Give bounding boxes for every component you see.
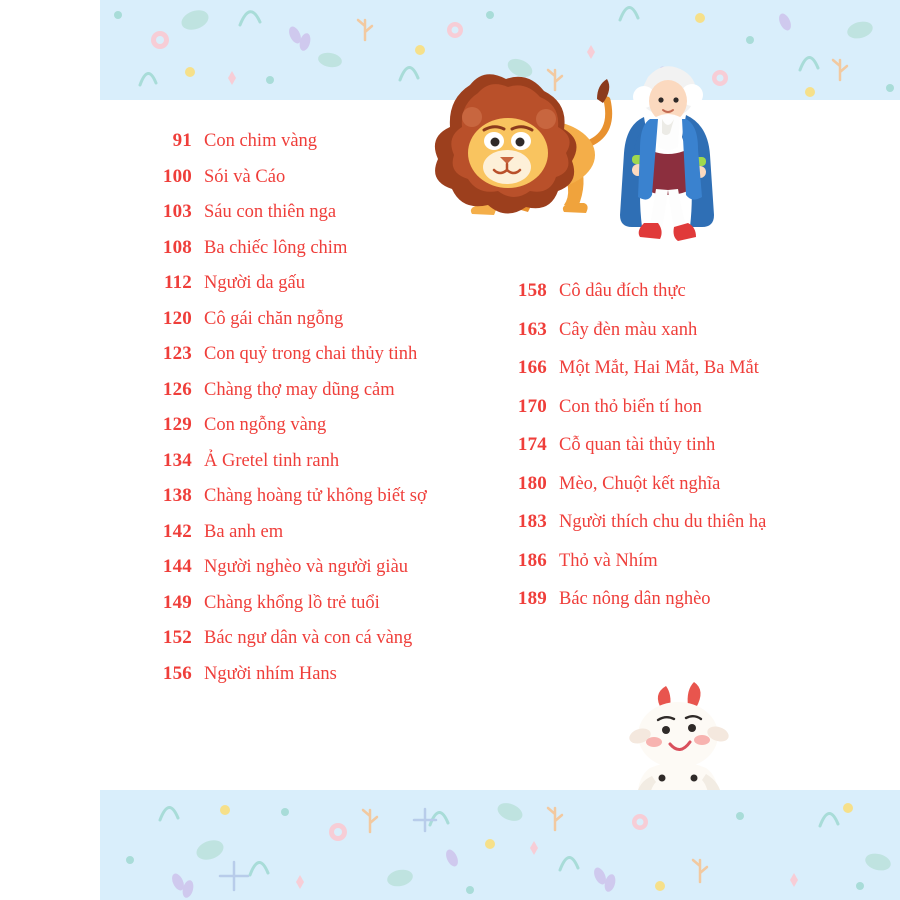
toc-title: Bác ngư dân và con cá vàng bbox=[204, 628, 413, 648]
toc-page-number: 138 bbox=[162, 485, 192, 506]
toc-page-number: 152 bbox=[162, 627, 192, 648]
toc-title: Con chim vàng bbox=[204, 131, 318, 151]
toc-title: Cây đèn màu xanh bbox=[559, 319, 698, 340]
toc-page-number: 126 bbox=[162, 378, 192, 400]
toc-page-number: 149 bbox=[162, 591, 192, 613]
toc-page-number: 129 bbox=[162, 414, 192, 435]
toc-entry[interactable] bbox=[505, 473, 835, 495]
toc-title: Bác nông dân nghèo bbox=[559, 589, 711, 609]
toc-page-number: 174 bbox=[517, 434, 547, 455]
toc-page-number: 183 bbox=[517, 511, 547, 532]
toc-entry[interactable] bbox=[505, 357, 835, 379]
toc-entry[interactable] bbox=[150, 379, 480, 401]
toc-right-column bbox=[505, 280, 835, 627]
toc-entry[interactable] bbox=[150, 592, 480, 614]
toc-page-number: 142 bbox=[162, 520, 192, 542]
toc-entry[interactable] bbox=[505, 511, 835, 533]
toc-page-number: 123 bbox=[162, 343, 192, 364]
toc-title: Sói và Cáo bbox=[204, 166, 286, 187]
toc-title: Con thỏ biển tí hon bbox=[559, 396, 702, 417]
toc-entry[interactable] bbox=[150, 485, 480, 507]
toc-entry[interactable] bbox=[150, 272, 480, 294]
toc-title: Cô gái chăn ngỗng bbox=[204, 308, 344, 329]
toc-page-number: 134 bbox=[162, 449, 192, 471]
toc-entry[interactable] bbox=[150, 663, 480, 685]
toc-title: Ba anh em bbox=[204, 521, 284, 542]
toc-page-number: 100 bbox=[162, 165, 192, 187]
bottom-decorative-band bbox=[100, 790, 900, 900]
toc-title: Người nhím Hans bbox=[204, 663, 337, 684]
toc-title: Người da gấu bbox=[204, 273, 305, 293]
toc-page-number: 189 bbox=[517, 588, 547, 609]
toc-entry[interactable] bbox=[505, 550, 835, 572]
toc-page-number: 103 bbox=[162, 201, 192, 222]
toc-title: Người thích chu du thiên hạ bbox=[559, 512, 767, 532]
toc-title: Cỗ quan tài thủy tinh bbox=[559, 435, 716, 455]
toc-page-number: 166 bbox=[517, 357, 547, 378]
toc-page-number: 186 bbox=[517, 549, 547, 571]
toc-title: Một Mắt, Hai Mắt, Ba Mắt bbox=[559, 358, 759, 378]
toc-entry[interactable] bbox=[150, 237, 480, 259]
toc-entry[interactable] bbox=[150, 201, 480, 223]
toc-entry[interactable] bbox=[150, 414, 480, 436]
toc-page-number: 91 bbox=[172, 130, 192, 151]
toc-title: Ả Gretel tinh ranh bbox=[204, 450, 340, 471]
toc-title: Sáu con thiên nga bbox=[204, 202, 337, 222]
toc-title: Chàng thợ may dũng cảm bbox=[204, 379, 395, 400]
toc-title: Thỏ và Nhím bbox=[559, 550, 658, 571]
toc-page-number: 180 bbox=[517, 472, 547, 494]
toc-left-column bbox=[150, 130, 480, 698]
toc-entry[interactable] bbox=[150, 308, 480, 330]
toc-title: Cô dâu đích thực bbox=[559, 281, 686, 301]
toc-title: Con quỷ trong chai thủy tinh bbox=[204, 344, 418, 364]
toc-entry[interactable] bbox=[505, 319, 835, 341]
toc-page-number: 120 bbox=[162, 307, 192, 329]
toc-entry[interactable] bbox=[505, 588, 835, 610]
toc-entry[interactable] bbox=[150, 130, 480, 152]
toc-title: Con ngỗng vàng bbox=[204, 415, 327, 435]
toc-title: Người nghèo và người giàu bbox=[204, 557, 409, 577]
toc-entry[interactable] bbox=[150, 521, 480, 543]
toc-entry[interactable] bbox=[150, 556, 480, 578]
toc-entry[interactable] bbox=[505, 396, 835, 418]
toc-page-number: 158 bbox=[517, 280, 547, 301]
toc-page-number: 156 bbox=[162, 662, 192, 684]
toc-title: Chàng khổng lồ trẻ tuổi bbox=[204, 592, 380, 613]
toc-entry[interactable] bbox=[505, 434, 835, 456]
toc-page-number: 108 bbox=[162, 236, 192, 258]
toc-page-number: 163 bbox=[517, 318, 547, 340]
toc-entry[interactable] bbox=[150, 166, 480, 188]
toc-page-number: 144 bbox=[162, 556, 192, 577]
toc-title: Chàng hoàng tử không biết sợ bbox=[204, 486, 427, 506]
toc-title: Ba chiếc lông chim bbox=[204, 237, 348, 258]
toc-entry[interactable] bbox=[505, 280, 835, 302]
toc-page-number: 112 bbox=[163, 272, 192, 293]
toc-entry[interactable] bbox=[150, 343, 480, 365]
toc-page-number: 170 bbox=[517, 395, 547, 417]
toc-entry[interactable] bbox=[150, 450, 480, 472]
toc-entry[interactable] bbox=[150, 627, 480, 649]
table-of-contents bbox=[150, 130, 850, 730]
toc-title: Mèo, Chuột kết nghĩa bbox=[559, 473, 721, 494]
